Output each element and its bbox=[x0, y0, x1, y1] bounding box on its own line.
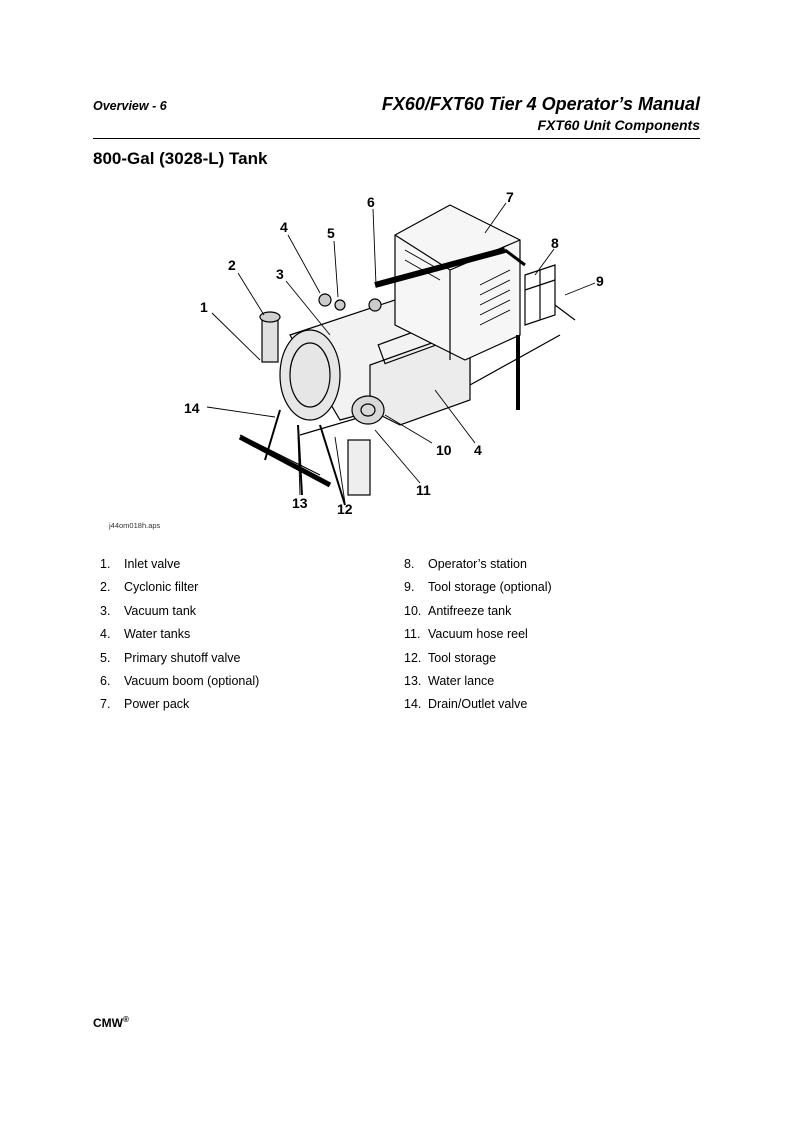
legend-item bbox=[404, 556, 552, 579]
callout-3: 3 bbox=[276, 266, 284, 282]
legend-item bbox=[404, 696, 552, 719]
legend-item bbox=[100, 579, 259, 602]
legend-label: Water lance bbox=[428, 673, 495, 688]
legend-number: 6. bbox=[100, 673, 111, 688]
callout-8: 8 bbox=[551, 235, 559, 251]
footer-brand bbox=[93, 1015, 129, 1030]
callout-13: 13 bbox=[292, 495, 308, 511]
callout-11: 11 bbox=[416, 482, 431, 498]
legend-number: 12. bbox=[404, 650, 422, 665]
legend-right bbox=[404, 556, 552, 720]
legend-number: 7. bbox=[100, 697, 111, 712]
legend-number: 1. bbox=[100, 557, 111, 571]
section-title: 800-Gal (3028-L) Tank bbox=[93, 149, 268, 168]
callout-6: 6 bbox=[367, 194, 375, 210]
page-label: Overview - 6 bbox=[93, 99, 167, 113]
legend-item bbox=[404, 626, 552, 649]
callout-12: 12 bbox=[337, 501, 353, 517]
legend-number: 3. bbox=[100, 603, 111, 618]
legend-item bbox=[100, 650, 259, 673]
callout-9: 9 bbox=[596, 273, 604, 289]
callout-2: 2 bbox=[228, 257, 236, 273]
legend-number: 2. bbox=[100, 580, 111, 595]
callout-4b: 4 bbox=[474, 442, 482, 458]
legend-item bbox=[404, 650, 552, 673]
manual-title: FX60/FXT60 Tier 4 Operator’s Manual bbox=[381, 94, 700, 114]
tank-unit-illustration bbox=[180, 185, 620, 525]
callout-4: 4 bbox=[280, 219, 288, 235]
legend-number: 9. bbox=[404, 580, 415, 595]
legend-item bbox=[100, 696, 259, 719]
legend-number: 14. bbox=[404, 697, 422, 712]
figure-file-label: j44om018h.aps bbox=[109, 521, 161, 530]
legend-number: 5. bbox=[100, 650, 111, 665]
legend-left bbox=[100, 556, 259, 720]
legend-item bbox=[404, 603, 552, 626]
callout-10: 10 bbox=[436, 442, 452, 458]
legend-label: Vacuum boom (optional) bbox=[124, 673, 260, 688]
legend-label: Inlet valve bbox=[124, 557, 181, 571]
legend-number: 10. bbox=[404, 603, 422, 618]
callout-1: 1 bbox=[200, 299, 208, 315]
legend-number: 4. bbox=[100, 627, 111, 642]
legend-label: Tool storage bbox=[428, 650, 497, 665]
legend-label: Power pack bbox=[124, 697, 190, 712]
legend-number: 8. bbox=[404, 557, 415, 571]
legend-label: Cyclonic filter bbox=[124, 580, 199, 595]
legend-number: 13. bbox=[404, 673, 422, 688]
legend-item bbox=[404, 579, 552, 602]
legend-label: Operator’s station bbox=[428, 557, 527, 571]
legend-item bbox=[100, 626, 259, 649]
legend-label: Tool storage (optional) bbox=[428, 580, 552, 595]
callout-14: 14 bbox=[184, 400, 200, 416]
legend-number: 11. bbox=[404, 627, 421, 642]
chapter-title: FXT60 Unit Components bbox=[537, 117, 700, 133]
legend-label: Water tanks bbox=[124, 627, 191, 642]
legend-label: Antifreeze tank bbox=[428, 603, 512, 618]
legend-label: Drain/Outlet valve bbox=[428, 697, 528, 712]
legend-label: Vacuum hose reel bbox=[428, 627, 528, 642]
legend-label: Vacuum tank bbox=[124, 603, 197, 618]
legend-item bbox=[100, 673, 259, 696]
registered-mark: ® bbox=[123, 1015, 129, 1024]
callout-5: 5 bbox=[327, 225, 335, 241]
legend-item bbox=[404, 673, 552, 696]
brand-name: CMW bbox=[93, 1016, 123, 1030]
legend-item bbox=[100, 556, 259, 579]
legend-label: Primary shutoff valve bbox=[124, 650, 241, 665]
header-rule bbox=[93, 138, 700, 139]
callout-7: 7 bbox=[506, 189, 514, 205]
legend-item bbox=[100, 603, 259, 626]
